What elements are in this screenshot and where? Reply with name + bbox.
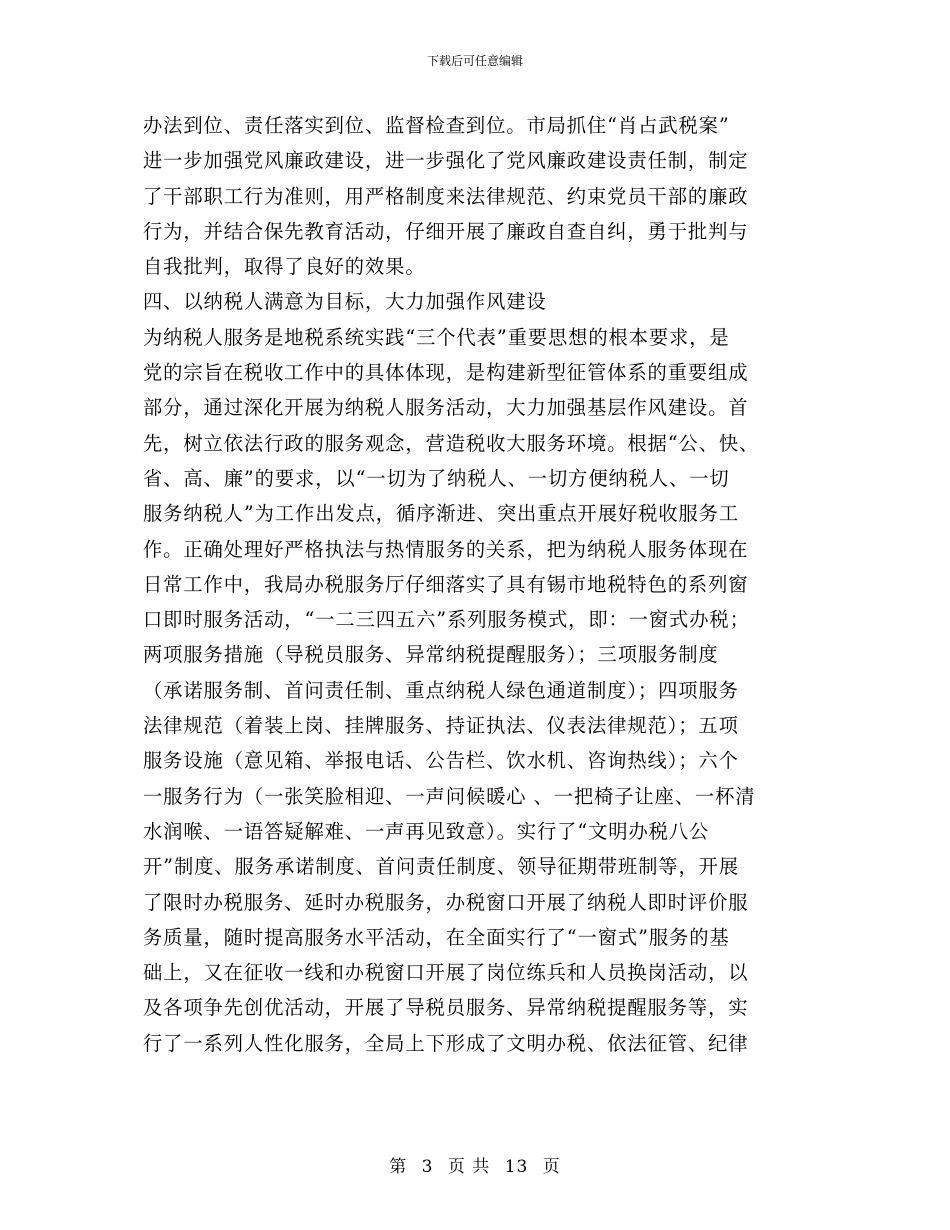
text-line: 日常工作中，我局办税服务厅仔细落实了具有锡市地税特色的系列窗 [143,572,749,596]
text-line: 办法到位、责任落实到位、监督检查到位。市局抓住“肖占武税案” [143,114,730,137]
footer-suffix: 页 [542,1157,561,1177]
text-line: 了限时办税服务、延时办税服务，办税窗口开展了纳税人即时评价服 [143,890,749,914]
text-line: 自我批判，取得了良好的效果。 [143,255,426,279]
total-pages-number: 13 [504,1157,529,1177]
section-heading: 四、以纳税人满意为目标，大力加强作风建设 [143,290,547,314]
text-line: 开”制度、服务承诺制度、首问责任制度、领导征期带班制等，开展 [143,855,740,879]
text-line: 先，树立依法行政的服务观念，营造税收大服务环境。根据“公、快、 [143,431,760,455]
header-note: 下载后可任意编辑 [426,54,523,68]
text-line: 党的宗旨在税收工作中的具体体现，是构建新型征管体系的重要组成 [143,361,749,385]
text-line: 础上，又在征收一线和办税窗口开展了岗位练兵和人员换岗活动，以 [143,961,749,985]
text-line: 口即时服务活动，“一二三四五六”系列服务模式，即：一窗式办税； [143,608,750,632]
text-line: 部分，通过深化开展为纳税人服务活动，大力加强基层作风建设。首 [143,396,749,420]
text-line: 服务设施（意见箱、举报电话、公告栏、饮水机、咨询热线）；六个 [143,749,739,773]
footer-prefix: 第 [389,1157,408,1177]
text-line: 行为，并结合保先教育活动，仔细开展了廉政自查自纠，勇于批判与 [143,219,749,243]
text-line: 行了一系列人性化服务，全局上下形成了文明办税、依法征管、纪律 [143,1031,749,1055]
text-line: 法律规范（着装上岗、挂牌服务、持证执法、仪表法律规范）；五项 [143,714,739,738]
text-line: 为纳税人服务是地税系统实践“三个代表”重要思想的根本要求，是 [143,325,730,349]
text-line: 一服务行为（一张笑脸相迎、一声问候暖心 、一把椅子让座、一杯清 [143,784,756,808]
text-line: 务质量，随时提高服务水平活动，在全面实行了“一窗式”服务的基 [143,925,730,949]
text-line: 服务纳税人”为工作出发点，循序渐进、突出重点开展好税收服务工 [143,502,740,526]
text-line: 省、高、廉”的要求，以“一切为了纳税人、一切方便纳税人、一切 [143,466,730,490]
current-page-number: 3 [421,1157,434,1177]
text-line: 了干部职工行为准则，用严格制度来法律规范、约束党员干部的廉政 [143,184,749,208]
body-text [143,108,813,1061]
text-line: 水润喉、一语答疑解难、一声再见致意）。实行了“文明办税八公 [143,819,710,843]
text-line: 进一步加强党风廉政建设，进一步强化了党风廉政建设责任制，制定 [143,149,749,173]
text-line: 及各项争先创优活动，开展了导税员服务、异常纳税提醒服务等，实 [143,996,749,1020]
text-line: 作。正确处理好严格执法与热情服务的关系，把为纳税人服务体现在 [143,537,749,561]
text-line: （承诺服务制、首问责任制、重点纳税人绿色通道制度）；四项服务 [143,678,739,702]
page-footer [0,1157,950,1177]
footer-middle: 页 共 [447,1157,491,1177]
text-line: 两项服务措施（导税员服务、异常纳税提醒服务）；三项服务制度 [143,643,719,667]
